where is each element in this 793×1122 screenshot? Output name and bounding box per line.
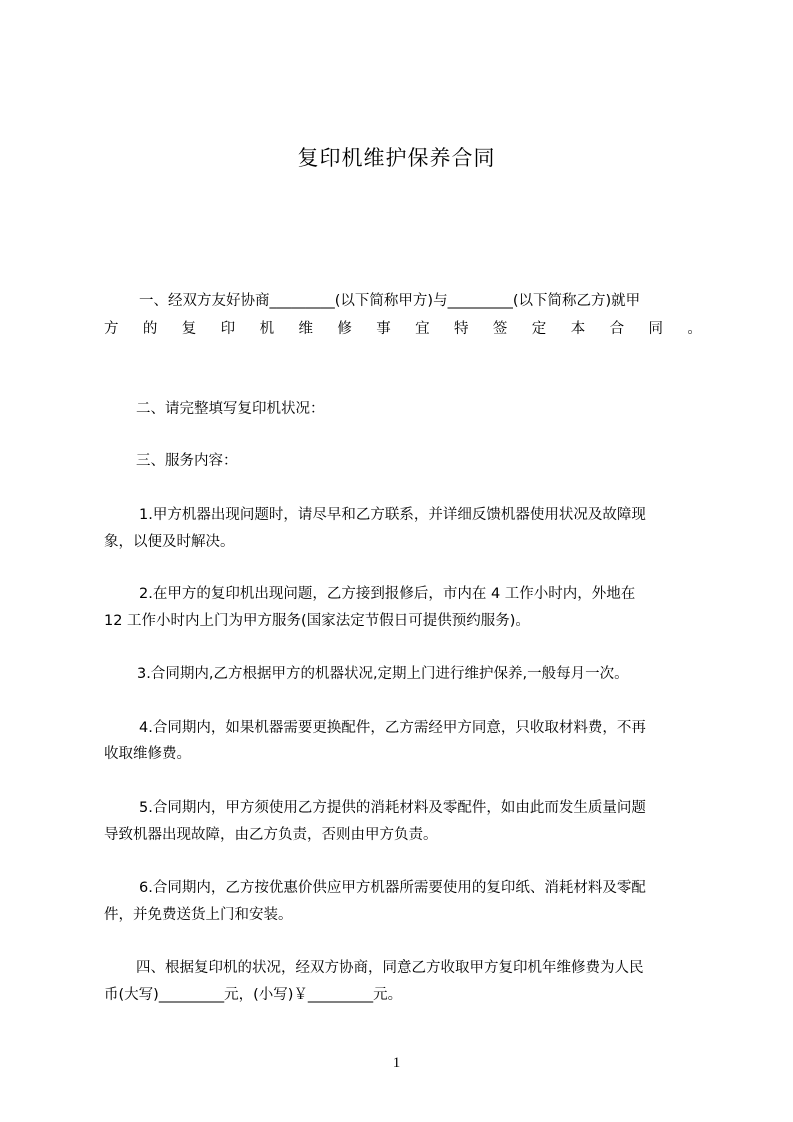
section-4-line-1: 四、根据复印机的状况，经双方协商，同意乙方收取甲方复印机年维修费为人民: [136, 960, 644, 976]
service-item-5-line-1: 5.合同期内，甲方须使用乙方提供的消耗材料及零配件，如由此而发生质量问题: [139, 800, 646, 816]
service-item-2-line-2: 12 工作小时内上门为甲方服务(国家法定节假日可提供预约服务)。: [104, 613, 530, 629]
char: 同: [648, 321, 663, 337]
service-item-5-line-2: 导致机器出现故障，由乙方负责，否则由甲方负责。: [104, 827, 438, 843]
service-item-4-line-1: 4.合同期内，如果机器需要更换配件，乙方需经甲方同意，只收取材料费，不再: [139, 720, 646, 736]
char: 本: [570, 321, 586, 337]
char: 印: [220, 321, 236, 337]
char: 特: [454, 321, 469, 337]
section-2-heading: 二、请完整填写复印机状况：: [136, 401, 325, 417]
char: 方: [104, 321, 119, 337]
service-item-6-line-2: 件，并免费送货上门和安装。: [104, 907, 293, 923]
section-4-line-2: 币(大写)_________元，(小写)￥_________元。: [104, 987, 403, 1003]
char: 定: [531, 321, 547, 337]
page-number: 1: [392, 1055, 401, 1071]
service-item-1-line-1: 1.甲方机器出现问题时，请尽早和乙方联系，并详细反馈机器使用状况及故障现: [139, 507, 646, 523]
service-item-3-line-1: 3.合同期内,乙方根据甲方的机器状况,定期上门进行维护保养,一般每月一次。: [137, 666, 629, 682]
section-1-line-1: 一、经双方友好协商_________(以下简称甲方)与_________(以下简称乙方)就甲: [139, 293, 641, 309]
char: 机: [259, 321, 275, 337]
char: 修: [337, 321, 352, 337]
char: 复: [181, 321, 197, 337]
section-3-heading: 三、服务内容：: [136, 453, 238, 469]
service-item-1-line-2: 象，以便及时解决。: [104, 534, 235, 550]
section-1-line-2: [104, 319, 702, 339]
char: 宜: [415, 321, 430, 337]
char: 事: [376, 321, 391, 337]
char: 维: [298, 321, 313, 337]
char: 合: [609, 321, 625, 337]
service-item-4-line-2: 收取维修费。: [104, 746, 191, 762]
service-item-2-line-1: 2.在甲方的复印机出现问题，乙方接到报修后，市内在 4 工作小时内，外地在: [139, 586, 636, 602]
char: 签: [492, 321, 508, 337]
document-title: 复印机维护保养合同: [297, 146, 496, 170]
service-item-6-line-1: 6.合同期内，乙方按优惠价供应甲方机器所需要使用的复印纸、消耗材料及零配: [139, 880, 646, 896]
char: 的: [142, 321, 158, 337]
char: 。: [687, 321, 702, 337]
